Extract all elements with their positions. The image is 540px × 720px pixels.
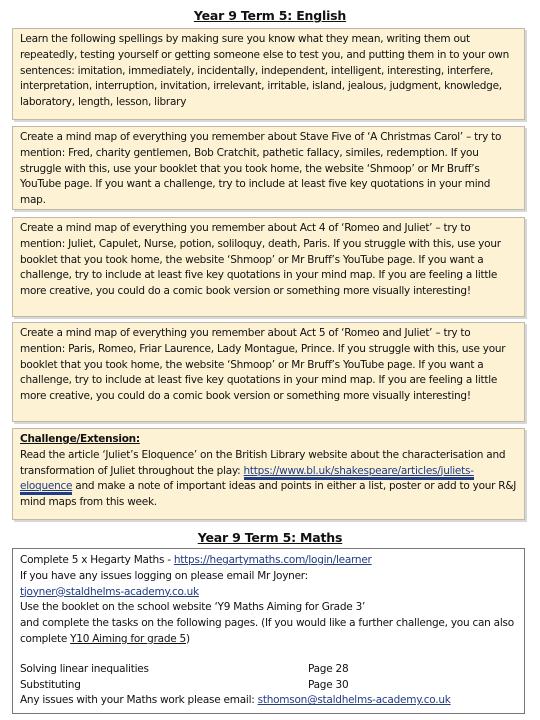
english-task-christmas-carol bbox=[12, 126, 525, 210]
english-heading: Year 9 Term 5: English bbox=[193, 8, 347, 23]
spacer bbox=[20, 648, 517, 662]
british-library-link[interactable]: https://www.bl.uk/shakespeare/articles/juliets-eloquence bbox=[20, 465, 474, 496]
maths-line-1 bbox=[20, 553, 517, 569]
y10-aiming-link[interactable]: Y10 Aiming for grade 5 bbox=[70, 632, 186, 645]
maths-line-4-suffix: ) bbox=[186, 632, 190, 645]
topic-row bbox=[20, 662, 517, 678]
maths-line-3: Use the booklet on the school website ‘Y9 Maths Aiming for Grade 3’ bbox=[20, 601, 366, 614]
topic-page: Page 30 bbox=[308, 678, 349, 691]
task-text: Create a mind map of everything you remember about Stave Five of ‘A Christmas Carol’ – try to mention: Fred, charity gentlemen, Bob Cratchit, pathetic fallacy, similes, redemption. If you struggle with this, use your booklet that you took home, the website ‘Shmoop’ or Mr Bruff’s YouTube page. If you want a challenge, try to include at least five key quotations in your mind map. bbox=[20, 131, 502, 207]
english-challenge-box bbox=[12, 428, 525, 520]
hegarty-link[interactable]: https://hegartymaths.com/login/learner bbox=[173, 554, 372, 566]
task-text: Learn the following spellings by making sure you know what they mean, writing them out repeatedly, testing yourself or getting someone else to test you, and putting them in to your own sentences: imitation, immediately, incidentally, independent, intelligent, interesting, interfere, interpretation, interruption, invitation, irrelevant, irritable, island, jealous, judgment, knowledge, laboratory, length, lesson, library bbox=[20, 33, 510, 109]
topic-page: Page 28 bbox=[308, 662, 349, 675]
thomson-email-link[interactable]: sthomson@staldhelms-academy.co.uk bbox=[257, 694, 451, 707]
challenge-title: Challenge/Extension: bbox=[20, 433, 140, 445]
topic-name: Substituting bbox=[20, 678, 81, 691]
task-text: Create a mind map of everything you remember about Act 4 of ‘Romeo and Juliet’ – try to mention: Juliet, Capulet, Nurse, potion, soliloquy, death, Paris. If you struggle with this, use your booklet that you took home, the website ‘Shmoop’ or Mr Bruff’s YouTube page. If you want a challenge, try to include at least five key quotations in your mind map. If you are feeling a little more creative, you could do a comic book version or something more visually interesting! bbox=[20, 222, 501, 298]
maths-footer bbox=[20, 693, 517, 709]
topic-name: Solving linear inequalities bbox=[20, 662, 149, 675]
task-text: Create a mind map of everything you remember about Act 5 of ‘Romeo and Juliet’ – try to mention: Paris, Romeo, Friar Laurence, Lady Montague, Prince. If you struggle with this, use your booklet that you took home, the website ‘Shmoop’ or Mr Bruff’s YouTube page. If you want a challenge, try to include at least five key quotations in your mind map. If you are feeling a little more creative, you could do a comic book version or something more visually interesting! bbox=[20, 327, 506, 403]
maths-line-4 bbox=[20, 616, 517, 648]
topic-row bbox=[20, 678, 517, 694]
maths-line-joyner bbox=[20, 585, 517, 601]
challenge-text-before: Read the article ‘Juliet’s Eloquence’ on the British Library website about the characterisation and transformation of Juliet throughout the play: bbox=[20, 448, 506, 477]
challenge-text-after: and make a note of important ideas and points in either a list, poster or add to your R&J mind maps from this week. bbox=[20, 480, 517, 509]
maths-footer-prefix: Any issues with your Maths work please email: bbox=[20, 694, 258, 707]
maths-heading: Year 9 Term 5: Maths bbox=[197, 530, 343, 545]
joyner-email-link[interactable]: tjoyner@staldhelms-academy.co.uk bbox=[20, 585, 199, 598]
maths-line-4-prefix: and complete the tasks on the following pages. (If you would like a further challenge, you can also complete bbox=[20, 617, 514, 645]
english-task-spellings bbox=[12, 28, 525, 120]
maths-line-2: If you have any issues logging on please email Mr Joyner: bbox=[20, 569, 308, 582]
maths-line-1-prefix: Complete 5 x Hegarty Maths - bbox=[20, 554, 174, 566]
challenge-text bbox=[20, 448, 517, 511]
english-task-romeo-juliet-act4 bbox=[12, 217, 525, 317]
english-task-romeo-juliet-act5 bbox=[12, 322, 525, 422]
maths-box bbox=[12, 548, 525, 714]
